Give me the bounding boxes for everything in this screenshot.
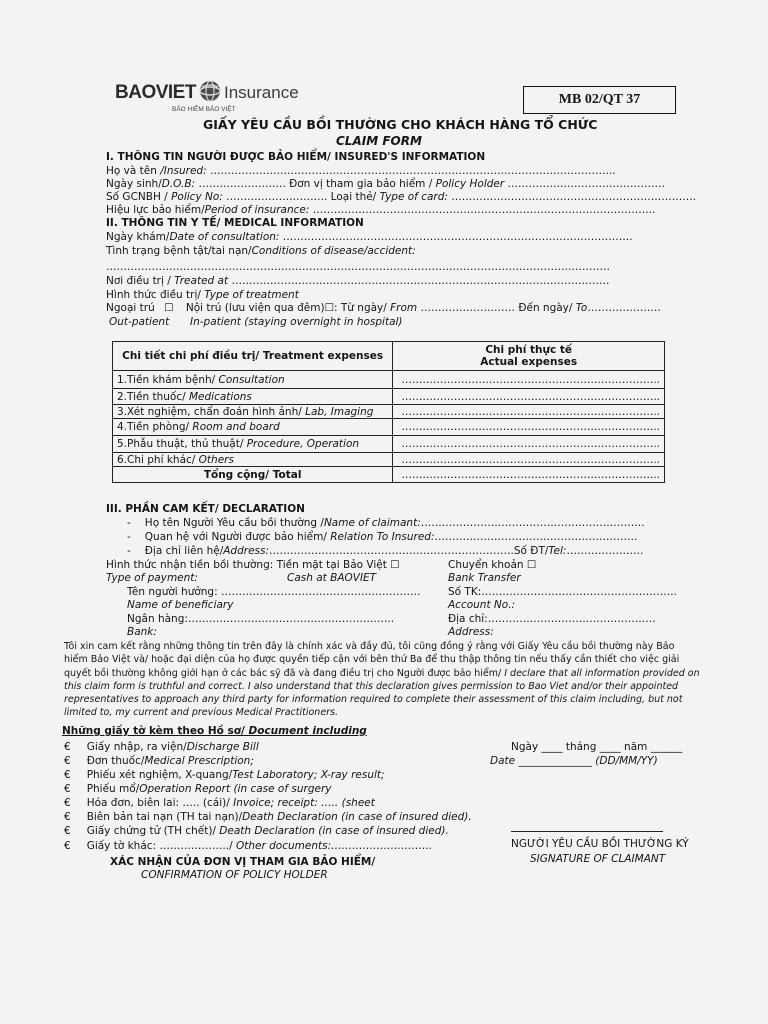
beneficiary-label-vi: Tên người hưởng: [127,586,218,598]
treatment-expenses-header: Chi tiết chi phí điều trị/ Treatment expenses [113,342,393,371]
expense-amount-field[interactable]: ……………………………………………………………….. [393,389,665,405]
section-3-heading: III. PHẦN CAM KẾT/ DECLARATION [106,503,305,515]
treatment-type [106,289,299,302]
date-field-en[interactable]: Date ______________ (DD/MM/YY) [490,755,658,767]
table-row [113,405,665,419]
bank-transfer-option-en: Bank Transfer [448,572,521,584]
brand-subtitle: BẢO HIỂM BẢO VIỆT [172,106,236,113]
form-subtitle: CLAIM FORM [336,134,422,148]
relation-field[interactable]: - Quan hệ với Người được bảo hiểm/ Relation To Insured:…………………………………………………. [127,531,638,543]
treated-label-en: Treated at [174,275,229,287]
expense-amount-field[interactable]: ……………………………………………………………….. [393,419,665,436]
date-field-vi[interactable]: Ngày ____ tháng ____ năm ______ [511,741,683,753]
declaration-line: Tôi xin cam kết rằng những thông tin trên đây là chính xác và đầy đủ, tôi cũng đồng ý rằng với Giấy Yêu cầu bồi thường này Bảo [64,641,675,652]
claimant-signature-label-vi: NGƯỜI YÊU CẦU BỒI THƯỜNG KÝ [511,838,689,850]
claimant-name-field[interactable]: - Họ tên Người Yêu cầu bồi thường /Name of claimant:………………………………………………………. [127,517,645,529]
policy-label-en: Policy No: [171,191,223,203]
expense-label: 3.Xét nghiệm, chẩn đoán hình ảnh/ Lab, Imaging [113,405,393,419]
total-amount-field[interactable]: ……………………………………………………………….. [393,467,665,483]
table-row [113,419,665,436]
declaration-line: representatives to approach any third party for information required to complete their assessment of this claim including, but not [64,694,683,706]
account-label-en: Account No.: [448,599,516,611]
relation-label-en: Relation To Insured: [330,531,435,543]
outpatient-label-vi: Ngoại trú [106,302,155,314]
tel-label-en: Tel: [548,545,567,557]
document-item: € Giấy tờ khác: ………………../ Other documents:……………………….. [64,840,433,852]
period-field[interactable]: Hiệu lực bảo hiểm/Period of insurance: …………………………………………………………………………………….. [106,204,656,216]
actual-expenses-header-en: Actual expenses [480,356,578,368]
insured-label-en: /Insured: [160,165,207,177]
holder-label-vi: Đơn vị tham gia bảo hiểm / [289,178,436,190]
account-label-vi: Số TK: [448,586,482,598]
checkbox-bullet-icon[interactable]: € [64,840,71,852]
bank-label-vi: Ngân hàng: [127,613,188,625]
checkbox-bullet-icon[interactable]: € [64,741,71,753]
expense-amount-field[interactable]: ……………………………………………………………….. [393,453,665,467]
address-label-vi: Địa chỉ liên hệ/ [144,545,224,557]
outpatient-label-en: Out-patient [109,316,170,328]
table-row [113,453,665,467]
address-field[interactable]: - Địa chỉ liên hệ/Address:…………………………………………………………….Số ĐT/Tel:…………………. [127,545,644,557]
bank-label-en: Bank: [127,626,157,638]
consult-label-vi: Ngày khám/ [106,231,170,243]
document-item: € Biên bản tai nạn (TH tai nạn)/Death Declaration (in case of insured died). [64,811,472,823]
section-2-heading: II. THÔNG TIN Y TẾ/ MEDICAL INFORMATION [106,217,364,229]
checkbox-bullet-icon[interactable]: € [64,783,71,795]
declaration-line: this claim form is truthful and correct. I also understand that this declaration gives permission to Bao Viet and/or their appointed [64,680,679,692]
claimant-label-en: Name of claimant: [323,517,421,529]
bank-transfer-option-vi[interactable]: Chuyển khoản ☐ [448,559,537,571]
expense-label: 2.Tiền thuốc/ Medications [113,389,393,405]
treated-label-vi: Nơi điều trị / [106,275,175,287]
date-label-en: Date [490,755,516,767]
document-item: € Giấy nhập, ra viện/Discharge Bill [64,741,259,753]
period-label-vi: Hiệu lực bảo hiểm/ [106,204,205,216]
outpatient-checkbox[interactable]: ☐ [164,302,174,314]
account-field[interactable]: Số TK:……………………………………………….. [448,586,677,598]
inpatient-label-en: In-patient (staying overnight in hospital) [190,316,403,328]
brand-name: BAOVIET [115,82,196,103]
to-label-en: To [575,302,588,314]
declaration-paragraph [64,640,700,720]
checkbox-bullet-icon[interactable]: € [64,811,71,823]
section-1-heading: I. THÔNG TIN NGƯỜI ĐƯỢC BẢO HIỂM/ INSURED'S INFORMATION [106,151,486,163]
document-item: € Giấy chứng tử (TH chết)/ Death Declaration (in case of insured died). [64,825,449,837]
policy-holder-confirmation-vi: XÁC NHẬN CỦA ĐƠN VỊ THAM GIA BẢO HIỂM/ [110,856,376,868]
table-row [113,389,665,405]
policy-no-field[interactable]: Số GCNBH / Policy No: ……………………….. Loại thẻ/ Type of card: ……………………………………………………………. [106,191,697,203]
consult-label-en: Date of consultation: [169,231,280,243]
documents-heading: Những giấy tờ kèm theo Hồ sơ/ Document including [62,725,367,737]
expenses-table [112,341,665,483]
treated-at-field[interactable]: Nơi điều trị / Treated at ……………………………………………………………………………………………… [106,275,610,287]
total-label: Tổng cộng/ Total [113,467,393,483]
expense-label: 6.Chi phí khác/ Others [113,453,393,467]
condition-dotted-line[interactable]: ……………………………………………………………………………………………………………………………… [106,261,610,273]
dob-label-en: D.O.B: [161,178,196,190]
insured-name-field[interactable]: Họ và tên /Insured: …………………………………………………………………………………………………….. [106,165,616,177]
condition-label-en: Conditions of disease/accident: [251,245,416,257]
cash-option-en: Cash at BAOVIET [287,572,377,584]
globe-logo-icon [199,80,221,102]
condition-label-vi: Tình trạng bệnh tật/tai nạn/ [106,245,252,257]
brand-suffix: Insurance [224,83,299,102]
declaration-line: limited to, my current and previous Medical Practitioners. [64,707,339,719]
card-label-en: Type of card: [379,191,448,203]
claimant-signature-line[interactable] [511,831,663,832]
policy-label-vi: Số GCNBH / [106,191,168,203]
bank-address-field[interactable]: Địa chỉ:………………………………………… [448,613,656,625]
bank-address-label-vi: Địa chỉ: [448,613,488,625]
declaration-line: quyết bồi thường không giới hạn ở các bác sỹ đã và đang điều trị cho Người được bảo hiểm/ I declare that all information provided on [64,667,700,679]
actual-expenses-header [393,342,665,371]
claimant-label-vi: Họ tên Người Yêu cầu bồi thường / [144,517,324,529]
address-label-en: Address: [223,545,270,557]
treatment-options [106,302,661,315]
inpatient-label-vi: Nội trú (lưu viện qua đêm)☐: Từ ngày/ [185,302,391,314]
form-title: GIẤY YÊU CẦU BỒI THƯỜNG CHO KHÁCH HÀNG TỔ CHỨC [203,117,598,132]
expense-label: 1.Tiền khám bệnh/ Consultation [113,371,393,389]
payment-method-label-vi: Hình thức nhận tiền bồi thường: Tiền mặt tại Bảo Việt ☐ [106,559,400,571]
expenses-header-row [113,342,665,371]
dob-label-vi: Ngày sinh/ [106,178,162,190]
from-date-field[interactable]: ……………………… [420,302,519,314]
table-row [113,371,665,389]
actual-expenses-header-vi: Chi phí thực tế [485,344,572,356]
tel-label-vi: Số ĐT/ [513,545,549,557]
beneficiary-label-en: Name of beneficiary [127,599,234,611]
dob-field[interactable]: Ngày sinh/D.O.B: ……………………. Đơn vị tham gia bảo hiểm / Policy Holder ……………………………………… [106,178,666,190]
beneficiary-field[interactable]: Tên người hưởng: ………………………………………………… [127,586,421,598]
condition-field[interactable] [106,245,416,258]
checkbox-bullet-icon[interactable]: € [64,825,71,837]
relation-label-vi: Quan hệ với Người được bảo hiểm/ [144,531,331,543]
insured-label-vi: Họ và tên [106,165,161,177]
form-code: MB 02/QT 37 [523,86,676,114]
document-item: € Đơn thuốc/Medical Prescription; [64,755,254,767]
period-label-en: Period of insurance: [204,204,310,216]
holder-label-en: Policy Holder [435,178,505,190]
from-label-en: From [390,302,418,314]
expense-amount-field[interactable]: ……………………………………………………………….. [393,405,665,419]
checkbox-bullet-icon[interactable]: € [64,797,71,809]
to-label-vi: Đến ngày/ [518,302,576,314]
consult-date-field[interactable]: Ngày khám/Date of consultation: ………………………………………………………………………………………. [106,231,633,243]
document-item: € Phiếu xét nghiệm, X-quang/Test Laboratory; X-ray result; [64,769,385,781]
expense-amount-field[interactable]: ……………………………………………………………….. [393,371,665,389]
bank-field[interactable]: Ngân hàng:………………………………………………….. [127,613,395,625]
checkbox-bullet-icon[interactable]: € [64,755,71,767]
type-label-en: Type of treatment [204,289,299,301]
policy-holder-confirmation-en: CONFIRMATION OF POLICY HOLDER [141,869,328,881]
to-date-field[interactable]: ………………… [587,302,661,314]
document-item: € Hóa đơn, biên lai: ….. (cái)/ Invoice; receipt: ….. (sheet [64,797,375,809]
bank-address-label-en: Address: [448,626,494,638]
checkbox-bullet-icon[interactable]: € [64,769,71,781]
document-item: € Phiếu mổ/Operation Report (in case of surgery [64,783,332,795]
expense-amount-field[interactable]: ……………………………………………………………….. [393,436,665,453]
expense-label: 5.Phẫu thuật, thủ thuật/ Procedure, Operation [113,436,393,453]
table-row [113,467,665,483]
table-row [113,436,665,453]
payment-type-label-en: Type of payment: [106,572,198,584]
card-label-vi: Loại thẻ/ [330,191,380,203]
declaration-line: hiểm Bảo Việt và/ hoặc đại diện của họ được quyền tiếp cận với bên thứ Ba để thu thập thông tin nếu thấy cần thiết cho việc giải [64,654,680,666]
expense-label: 4.Tiền phòng/ Room and board [113,419,393,436]
claimant-signature-label-en: SIGNATURE OF CLAIMANT [530,853,666,865]
type-label-vi: Hình thức điều trị/ [106,289,205,301]
